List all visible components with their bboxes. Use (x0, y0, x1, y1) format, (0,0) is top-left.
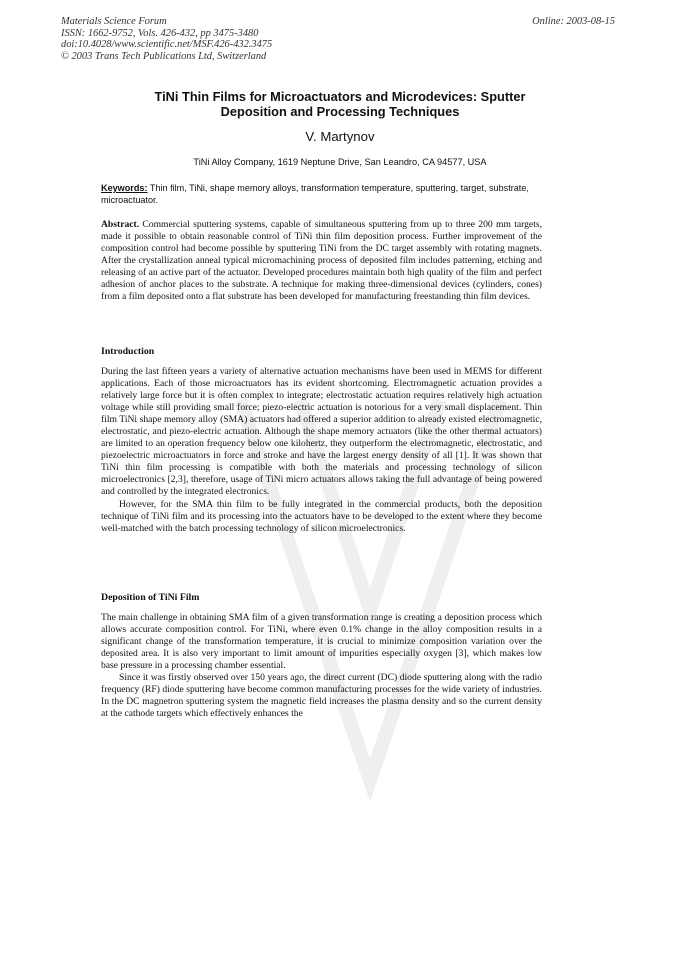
introduction-body (101, 366, 542, 535)
section-heading-introduction: Introduction (101, 346, 155, 357)
abstract-text: Commercial sputtering systems, capable of simultaneous sputtering from up to three 200 mm targets, made it possible to obtain reasonable control of TiNi thin film deposition process. Further improvement of the composition control had become possible by sputtering TiNi from the DC target assembly with rotating magnets. After the crystallization anneal typical micromachining process of deposited film includes patterning, etching and releasing of an active part of the actuator. Developed procedures maintain both high quality of the film and perfect adhesion of anchor places to the substrate. A technique for making three-dimensional devices (cylinders, cones) from a film deposited onto a flat substrate has been developed for manufacturing freestanding thin film devices. (101, 219, 542, 303)
title-line-1: TiNi Thin Films for Microactuators and Microdevices: Sputter (154, 89, 526, 104)
intro-paragraph-1: During the last fifteen years a variety of alternative actuation mechanisms have been used in MEMS for different applications. Each of those microactuators has its evident shortcoming. Electromagnetic actuation provides a relatively large force but it is often complex to integrate; electrostatic actuation requires relatively high actuation voltage while still providing small force; piezo-electric actuation is notorious for a very small displacement. Thin film TiNi shape memory alloy (SMA) actuators had offered a superior addition to already existed electromagnetic, electrostatic, and piezo-electric actuation. Although the shape memory actuators (like the other thermal actuators) are limited to an operation frequency below one kilohertz, they outperform the electromagnetic, electrostatic, and piezoelectric microactuators in force and stroke and have the largest energy density of all [1]. It was shown that TiNi thin film processing is compatible with both the materials and processing technology of silicon microelectronics [2,3], therefore, usage of TiNi micro actuators allows taking the full advantage of being powered and controlled by the integrated electronics. (101, 366, 542, 498)
title-line-2: Deposition and Processing Techniques (220, 104, 460, 119)
journal-name: Materials Science Forum (61, 16, 167, 27)
journal-header (61, 16, 272, 62)
author-name: V. Martynov (305, 129, 375, 144)
affiliation: TiNi Alloy Company, 1619 Neptune Drive, San Leandro, CA 94577, USA (193, 157, 487, 167)
doi-line[interactable]: doi:10.4028/www.scientific.net/MSF.426-432.3475 (61, 39, 273, 51)
paper-title (90, 89, 590, 119)
keywords-label: Keywords: (101, 183, 148, 193)
copyright-line: © 2003 Trans Tech Publications Ltd, Switzerland (61, 50, 267, 62)
intro-paragraph-2: However, for the SMA thin film to be fully integrated in the commercial products, both the deposition technique of TiNi film and its processing into the actuators have to be developed to the extent where they become well-matched with the batch processing technology of silicon microelectronics. (101, 498, 542, 534)
abstract (101, 219, 542, 303)
deposition-paragraph-2: Since it was firstly observed over 150 years ago, the direct current (DC) diode sputtering along with the radio frequency (RF) diode sputtering have become common manufacturing processes for the wide variety of industries. In the DC magnetron sputtering system the magnetic field increases the plasma density and so the current density at the cathode targets which effectively enhances the (101, 672, 542, 720)
issn-line: ISSN: 1662-9752, Vols. 426-432, pp 3475-3480 (61, 27, 259, 39)
keywords (101, 182, 542, 206)
abstract-label: Abstract. (101, 219, 140, 230)
deposition-body (101, 612, 542, 720)
section-heading-deposition: Deposition of TiNi Film (101, 592, 200, 603)
keywords-text: Thin film, TiNi, shape memory alloys, transformation temperature, sputtering, target, substrate, microactuator. (101, 183, 529, 206)
online-date: Online: 2003-08-15 (532, 16, 615, 27)
deposition-paragraph-1: The main challenge in obtaining SMA film of a given transformation range is creating a deposition process which allows accurate composition control. For TiNi, where even 0.1% change in the alloy composition results in a significant change of the transformation temperature, it is crucial to minimize composition variation over the deposited area. It is also very important to limit amount of impurities especially oxygen [3], which makes low base pressure in a processing chamber essential. (101, 612, 542, 672)
